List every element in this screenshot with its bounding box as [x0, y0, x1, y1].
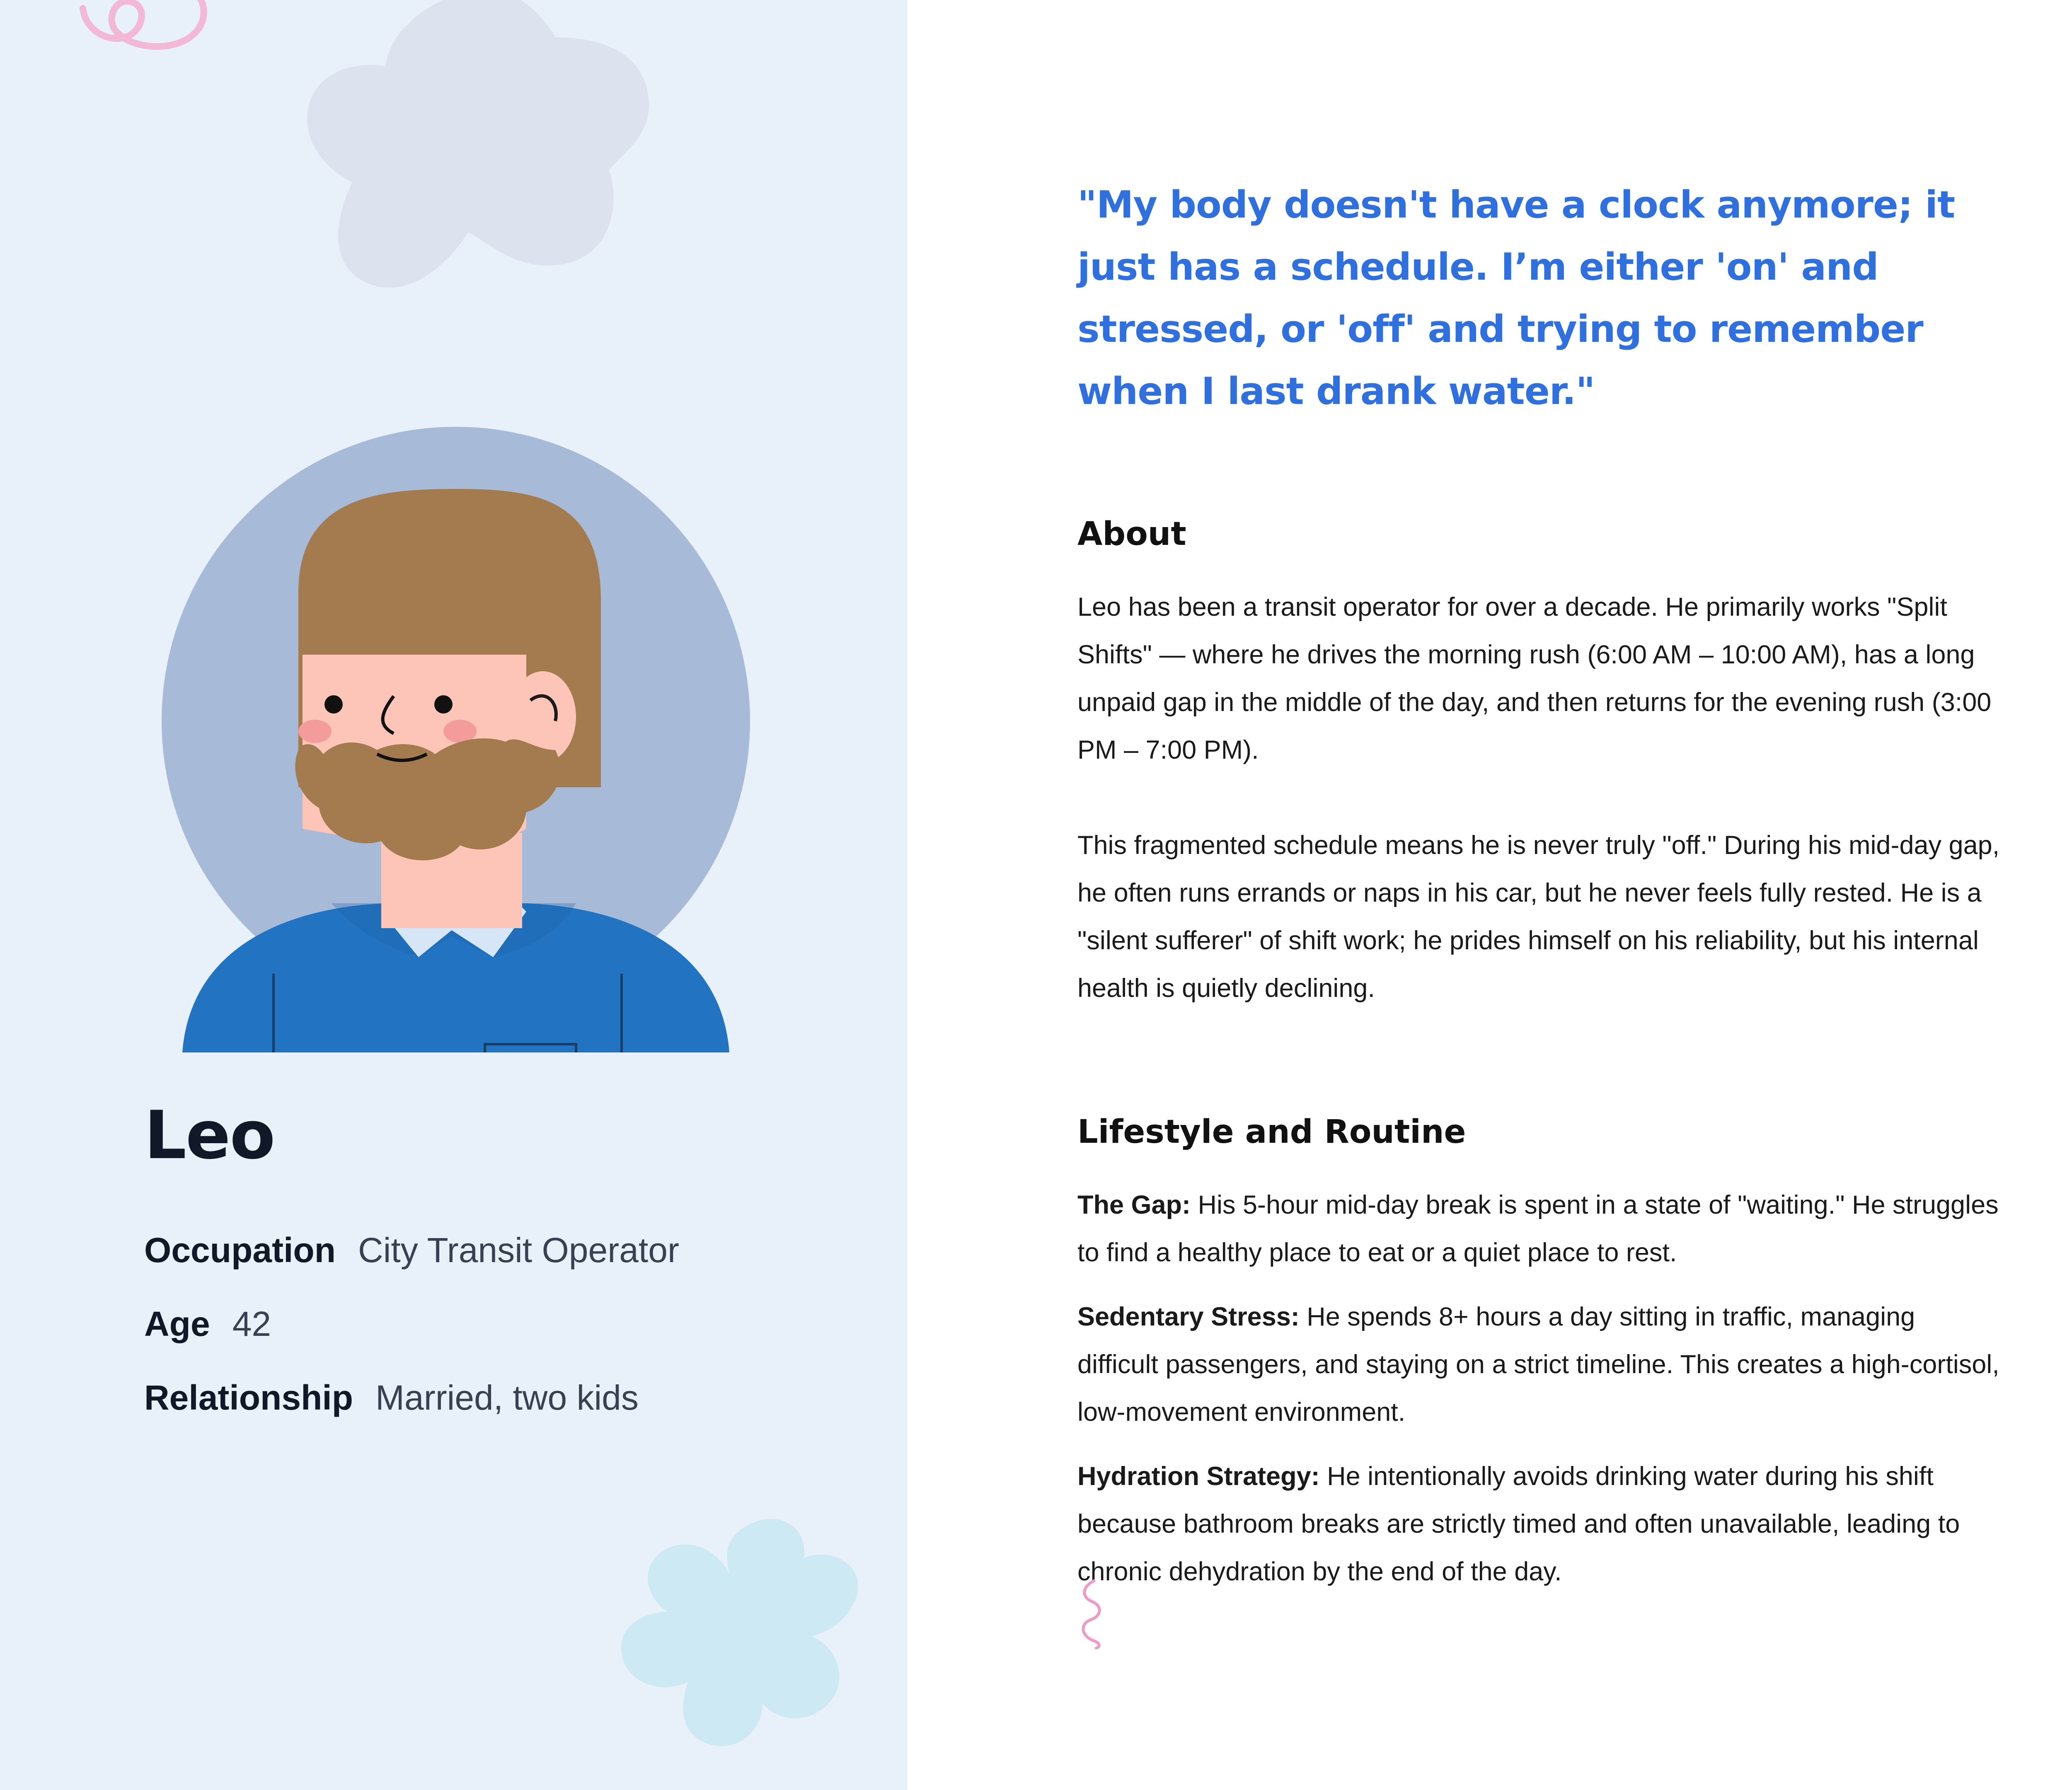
lifestyle-item	[1077, 1293, 2002, 1436]
decorative-flower-icon	[605, 1500, 870, 1757]
profile-panel	[0, 0, 908, 1790]
lifestyle-item	[1077, 1453, 2002, 1596]
age-label: Age	[144, 1304, 210, 1343]
lifestyle-item-label: The Gap:	[1077, 1190, 1191, 1219]
decorative-squiggle-small-icon	[1077, 1579, 1106, 1649]
persona-quote: "My body doesn't have a clock anymore; it just has a schedule. I’m either 'on' and stressed, or 'off' and trying to remember when I last drank water."	[1077, 183, 1955, 413]
age-value: 42	[232, 1304, 271, 1343]
age-row	[144, 1306, 271, 1341]
persona-name: Leo	[144, 1096, 275, 1174]
lifestyle-item	[1077, 1181, 2002, 1277]
about-paragraph-2: This fragmented schedule means he is never truly "off." During his mid-day gap, he often runs errands or naps in his car, but he never feels fully rested. He is a "silent sufferer" of shift work; he prides himself on his reliability, but his internal health is quietly declining.	[1077, 831, 2000, 1003]
lifestyle-item-label: Hydration Strategy:	[1077, 1462, 1320, 1491]
occupation-value: City Transit Operator	[358, 1231, 679, 1270]
lifestyle-item-text: He intentionally avoids drinking water during his shift because bathroom breaks are strictly timed and often unavailable, leading to chronic dehydration by the end of the day.	[1077, 1462, 1960, 1586]
relationship-label: Relationship	[144, 1378, 353, 1417]
lifestyle-item-text: His 5-hour mid-day break is spent in a state of "waiting." He struggles to find a healthy place to eat or a quiet place to rest.	[1077, 1190, 1999, 1267]
lifestyle-title: Lifestyle and Routine	[1077, 1113, 1466, 1151]
decorative-blob-icon	[290, 0, 663, 315]
lifestyle-item-text: He spends 8+ hours a day sitting in traffic, managing difficult passengers, and staying on a strict timeline. This creates a high-cortisol, low-movement environment.	[1077, 1302, 1999, 1427]
occupation-row	[144, 1233, 679, 1268]
about-title: About	[1077, 515, 1186, 553]
decorative-squiggle-icon	[70, 0, 220, 66]
relationship-row	[144, 1380, 639, 1415]
relationship-value: Married, two kids	[375, 1378, 639, 1417]
occupation-label: Occupation	[144, 1231, 336, 1270]
persona-details-column	[1077, 174, 2002, 1596]
lifestyle-item-label: Sedentary Stress:	[1077, 1302, 1300, 1331]
about-paragraph-1: Leo has been a transit operator for over a decade. He primarily works "Split Shifts" — where he drives the morning rush (6:00 AM – 10:00 AM), has a long unpaid gap in the middle of the day, and then returns for the evening rush (3:00 PM – 7:00 PM).	[1077, 593, 1992, 764]
avatar-illustration-icon	[162, 427, 750, 1052]
